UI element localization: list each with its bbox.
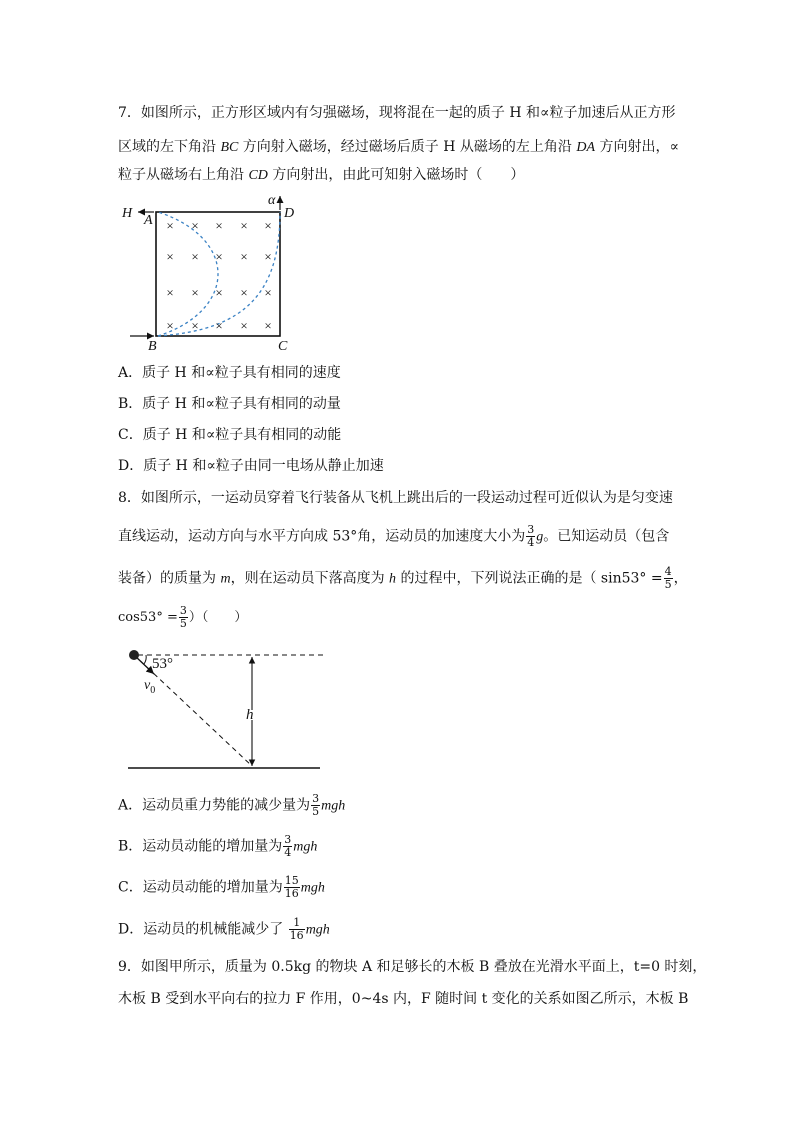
q8-line-1: 8．如图所示，一运动员穿着飞行装备从飞机上跳出后的一段运动过程可近似认为是匀变速 xyxy=(118,490,673,506)
v0-label: $v_0$ xyxy=(144,678,156,696)
q8-g: g xyxy=(536,529,544,545)
option-text: D．运动员的机械能减少了 xyxy=(118,921,288,938)
q7-cd: CD xyxy=(248,168,268,183)
denominator: 4 xyxy=(527,536,535,549)
label-C: C xyxy=(278,339,288,354)
fraction xyxy=(289,917,305,942)
fraction xyxy=(179,605,188,630)
q8-option-c xyxy=(118,875,325,900)
denominator: 5 xyxy=(664,578,672,591)
mgh: mgh xyxy=(321,798,346,814)
numerator: 3 xyxy=(527,523,535,536)
field-mark: × xyxy=(215,285,223,300)
field-mark: × xyxy=(215,318,223,333)
q8-h: h xyxy=(389,571,397,587)
q8-line-3 xyxy=(118,566,688,591)
q7-text: 方向射出，由此可知射入磁场时（ ） xyxy=(267,167,525,183)
athlete-dot xyxy=(129,650,139,660)
q8-m: m xyxy=(220,571,231,587)
field-mark: × xyxy=(166,285,174,300)
q7-text: 方向射出，∝ xyxy=(595,139,679,155)
q7-da: DA xyxy=(576,140,596,155)
q7-option-d: D．质子 H 和∝粒子由同一电场从静止加速 xyxy=(118,458,384,474)
numerator: 3 xyxy=(312,792,320,805)
fraction xyxy=(283,834,292,859)
field-mark: × xyxy=(264,249,272,264)
fraction xyxy=(526,524,535,549)
h-label: h xyxy=(246,707,254,723)
q8-figure xyxy=(118,640,338,775)
field-mark: × xyxy=(166,218,174,233)
label-alpha: α xyxy=(268,193,276,208)
q8-option-d xyxy=(118,917,330,942)
field-mark: × xyxy=(240,285,248,300)
fraction xyxy=(284,875,300,900)
q8-option-b xyxy=(118,834,317,859)
field-mark: × xyxy=(215,249,223,264)
q8-text: ， xyxy=(673,570,688,587)
q7-option-a: A．质子 H 和∝粒子具有相同的速度 xyxy=(118,365,341,381)
label-H: H xyxy=(122,206,133,221)
q7-option-b: B．质子 H 和∝粒子具有相同的动量 xyxy=(118,396,341,412)
q7-line-1: 7．如图所示，正方形区域内有匀强磁场，现将混在一起的质子 H 和∝粒子加速后从正方形 xyxy=(118,105,676,121)
q8-text: 。已知运动员（包含 xyxy=(543,528,670,545)
label-D: D xyxy=(284,206,295,221)
q8-text: ）（ ） xyxy=(188,610,248,625)
field-mark: × xyxy=(264,285,272,300)
mgh: mgh xyxy=(305,922,330,938)
field-mark: × xyxy=(215,218,223,233)
q9-line-1: 9．如图甲所示，质量为 0.5kg 的物块 A 和足够长的木板 B 叠放在光滑水平面上，t=0 时刻， xyxy=(118,959,707,975)
fraction xyxy=(664,566,673,591)
q7-line-2 xyxy=(118,137,679,158)
q8-text: 的过程中，下列说法正确的是（ sin53° = xyxy=(396,570,663,587)
field-mark: × xyxy=(166,249,174,264)
q7-bc: BC xyxy=(220,140,239,155)
field-mark: × xyxy=(191,318,199,333)
denominator: 16 xyxy=(289,929,304,942)
option-text: A．运动员重力势能的减少量为 xyxy=(118,797,311,814)
q8-line-4 xyxy=(118,605,247,630)
denominator: 5 xyxy=(179,617,187,630)
q7-option-c: C．质子 H 和∝粒子具有相同的动能 xyxy=(118,427,342,443)
option-text: B．运动员动能的增加量为 xyxy=(118,838,283,855)
q7-text: 粒子从磁场右上角沿 xyxy=(118,167,249,183)
numerator: 1 xyxy=(289,917,305,930)
numerator: 15 xyxy=(284,874,299,887)
q7-text: 区域的左下角沿 xyxy=(118,139,221,155)
mgh: mgh xyxy=(300,880,325,896)
angle-label: 53° xyxy=(152,656,173,672)
q7-text: 方向射入磁场，经过磁场后质子 H 从磁场的左上角沿 xyxy=(238,139,577,155)
field-mark: × xyxy=(191,249,199,264)
numerator: 4 xyxy=(664,565,672,578)
numerator: 3 xyxy=(179,604,187,617)
angle-arc xyxy=(144,655,146,664)
q9-line-2: 木板 B 受到水平向右的拉力 F 作用，0~4s 内，F 随时间 t 变化的关系如图乙所示，木板 B xyxy=(118,991,689,1007)
denominator: 5 xyxy=(312,805,320,818)
field-mark: × xyxy=(191,285,199,300)
q8-line-2 xyxy=(118,524,669,549)
q8-text: cos53° = xyxy=(118,610,178,625)
label-A: A xyxy=(144,213,153,228)
q7-line-3 xyxy=(118,165,524,186)
q7-figure xyxy=(118,190,308,355)
field-mark: × xyxy=(191,218,199,233)
mgh: mgh xyxy=(293,839,318,855)
field-mark: × xyxy=(264,218,272,233)
field-mark: × xyxy=(264,318,272,333)
field-mark: × xyxy=(240,218,248,233)
field-mark: × xyxy=(240,318,248,333)
denominator: 16 xyxy=(284,887,299,900)
field-mark: × xyxy=(166,318,174,333)
q8-text: 装备）的质量为 xyxy=(118,570,221,587)
denominator: 4 xyxy=(284,846,292,859)
numerator: 3 xyxy=(284,833,292,846)
q8-option-a xyxy=(118,793,345,818)
fraction xyxy=(311,793,320,818)
option-text: C．运动员动能的增加量为 xyxy=(118,879,283,896)
q8-text: 直线运动，运动方向与水平方向成 53°角，运动员的加速度大小为 xyxy=(118,528,526,545)
field-mark: × xyxy=(240,249,248,264)
q8-text: ，则在运动员下落高度为 xyxy=(230,570,390,587)
label-B: B xyxy=(148,339,157,354)
